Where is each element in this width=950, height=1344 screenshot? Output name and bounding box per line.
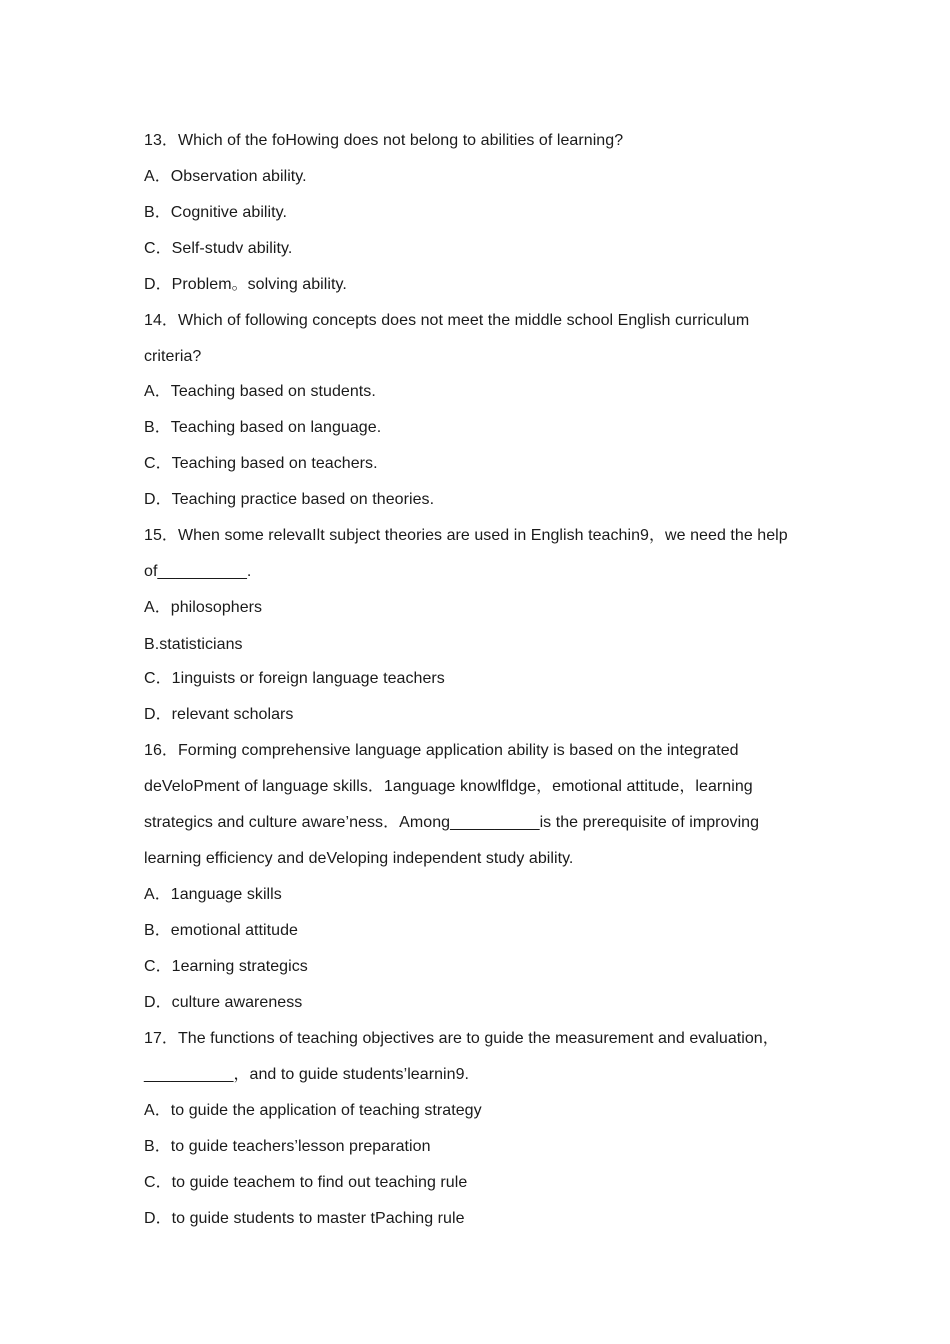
question-17-option-a: A．to guide the application of teaching strategy [144,1102,482,1119]
question-15-option-d: D．relevant scholars [144,706,294,723]
question-15-stem-line-2: of__________. [144,563,252,580]
question-13-stem-line-1: 13．Which of the foHowing does not belong to abilities of learning? [144,132,624,149]
question-17-stem-line-1: 17．The functions of teaching objectives are to guide the measurement and evaluation， [144,1030,779,1047]
question-15-option-b: B.statisticians [144,636,243,653]
question-15-stem-line-1: 15．When some relevaIlt subject theories are used in English teachin9，we need the help [144,527,788,544]
question-13-option-c: C．Self-studv ability. [144,240,293,257]
question-14-option-b: B．Teaching based on language. [144,419,382,436]
question-15-option-c: C．1inguists or foreign language teachers [144,670,445,687]
question-16-stem-line-3: strategics and culture aware’ness．Among__________is the prerequisite of improving [144,814,760,831]
question-17-option-d: D．to guide students to master tPaching rule [144,1210,465,1227]
question-14-option-a: A．Teaching based on students. [144,383,376,400]
question-14-option-d: D．Teaching practice based on theories. [144,491,435,508]
question-14-stem-line-1: 14．Which of following concepts does not meet the middle school English curriculum [144,312,750,329]
question-14-stem-line-2: criteria? [144,348,202,365]
question-16-option-b: B．emotional attitude [144,922,298,939]
question-13-option-a: A．Observation ability. [144,168,307,185]
question-16-stem-line-4: learning efficiency and deVeloping independent study ability. [144,850,574,867]
question-16-option-c: C．1earning strategics [144,958,308,975]
question-14-option-c: C．Teaching based on teachers. [144,455,378,472]
question-13-option-d: D．Problem。solving ability. [144,276,347,293]
question-16-stem-line-1: 16．Forming comprehensive language application ability is based on the integrated [144,742,739,759]
question-16-option-d: D．culture awareness [144,994,303,1011]
question-17-option-b: B．to guide teachers’lesson preparation [144,1138,431,1155]
question-16-option-a: A．1anguage skills [144,886,282,903]
question-16-stem-line-2: deVeloPment of language skills．1anguage knowlfldge，emotional attitude，learning [144,778,753,795]
question-17-option-c: C．to guide teachem to find out teaching rule [144,1174,468,1191]
question-13-option-b: B．Cognitive ability. [144,204,287,221]
question-17-stem-line-2: __________，and to guide students’learnin9. [144,1066,470,1083]
question-15-option-a: A．philosophers [144,599,263,616]
